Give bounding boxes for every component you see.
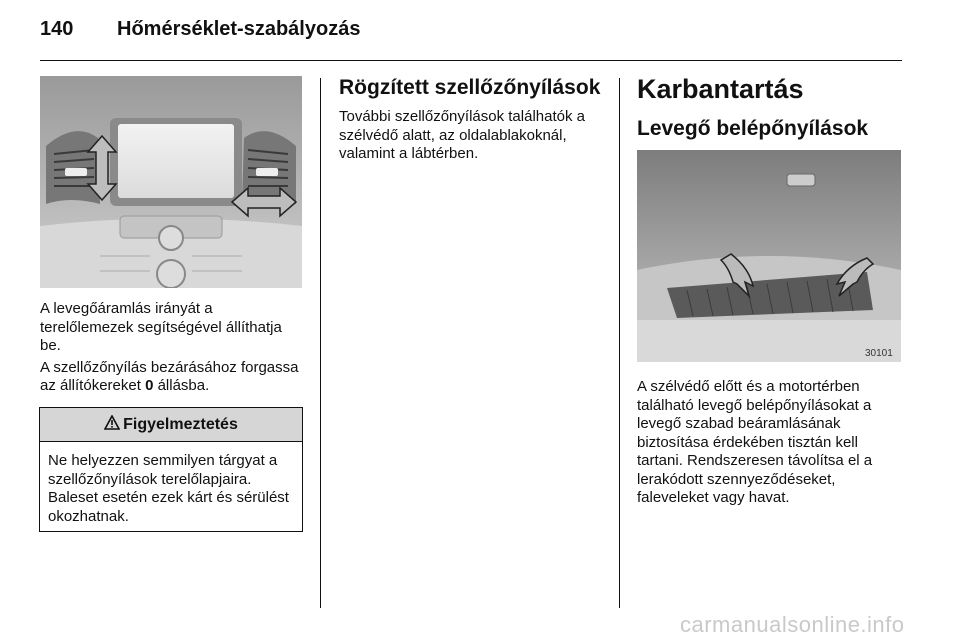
paragraph: További szellőzőnyílások találhatók a szélvédő alatt, az oldalablakoknál, valamint a lábtérben. <box>339 108 585 162</box>
warning-header <box>40 408 302 442</box>
subsection-heading: Levegő belépőnyílások <box>637 117 869 140</box>
warning-triangle-icon <box>104 415 120 435</box>
watermark: carmanualsonline.info <box>680 612 905 637</box>
column-divider <box>619 78 620 608</box>
air-intake-illustration <box>637 150 901 362</box>
page-number: 140 <box>40 18 74 40</box>
setting-value: 0 <box>145 377 154 394</box>
paragraph: A szellőzőnyílás bezárásához forgassa az állítókereket 0 állásba. <box>40 358 299 394</box>
warning-box <box>39 407 303 532</box>
paragraph: A levegőáramlás irányát a terelőlemezek segítségével állíthatja be. <box>40 300 282 354</box>
column1-text <box>40 300 305 399</box>
dashboard-vents-illustration <box>40 76 302 288</box>
figure-label: 30101 <box>865 348 893 359</box>
section-heading: Rögzített szellőzőnyílások <box>339 76 601 99</box>
warning-text: Ne helyezzen semmilyen tárgyat a szellőzőnyílások terelőlapjaira. Baleset esetén ezek kárt és sérülést okozhatnak. <box>48 452 289 525</box>
section-heading: Karbantartás <box>637 74 804 104</box>
column-divider <box>320 78 321 608</box>
page-title: Hőmérséklet-szabályozás <box>117 18 361 40</box>
header-rule <box>40 60 902 61</box>
paragraph: A szélvédő előtt és a motortérben található levegő belépőnyílásokat a levegő szabad beáramlásának biztosítása érdekében tisztán kell tartani. Rendszeresen távolítsa el a lerakódott szennyeződéseket, faleveleket vagy havat. <box>637 378 873 506</box>
warning-title: Figyelmeztetés <box>123 415 238 433</box>
